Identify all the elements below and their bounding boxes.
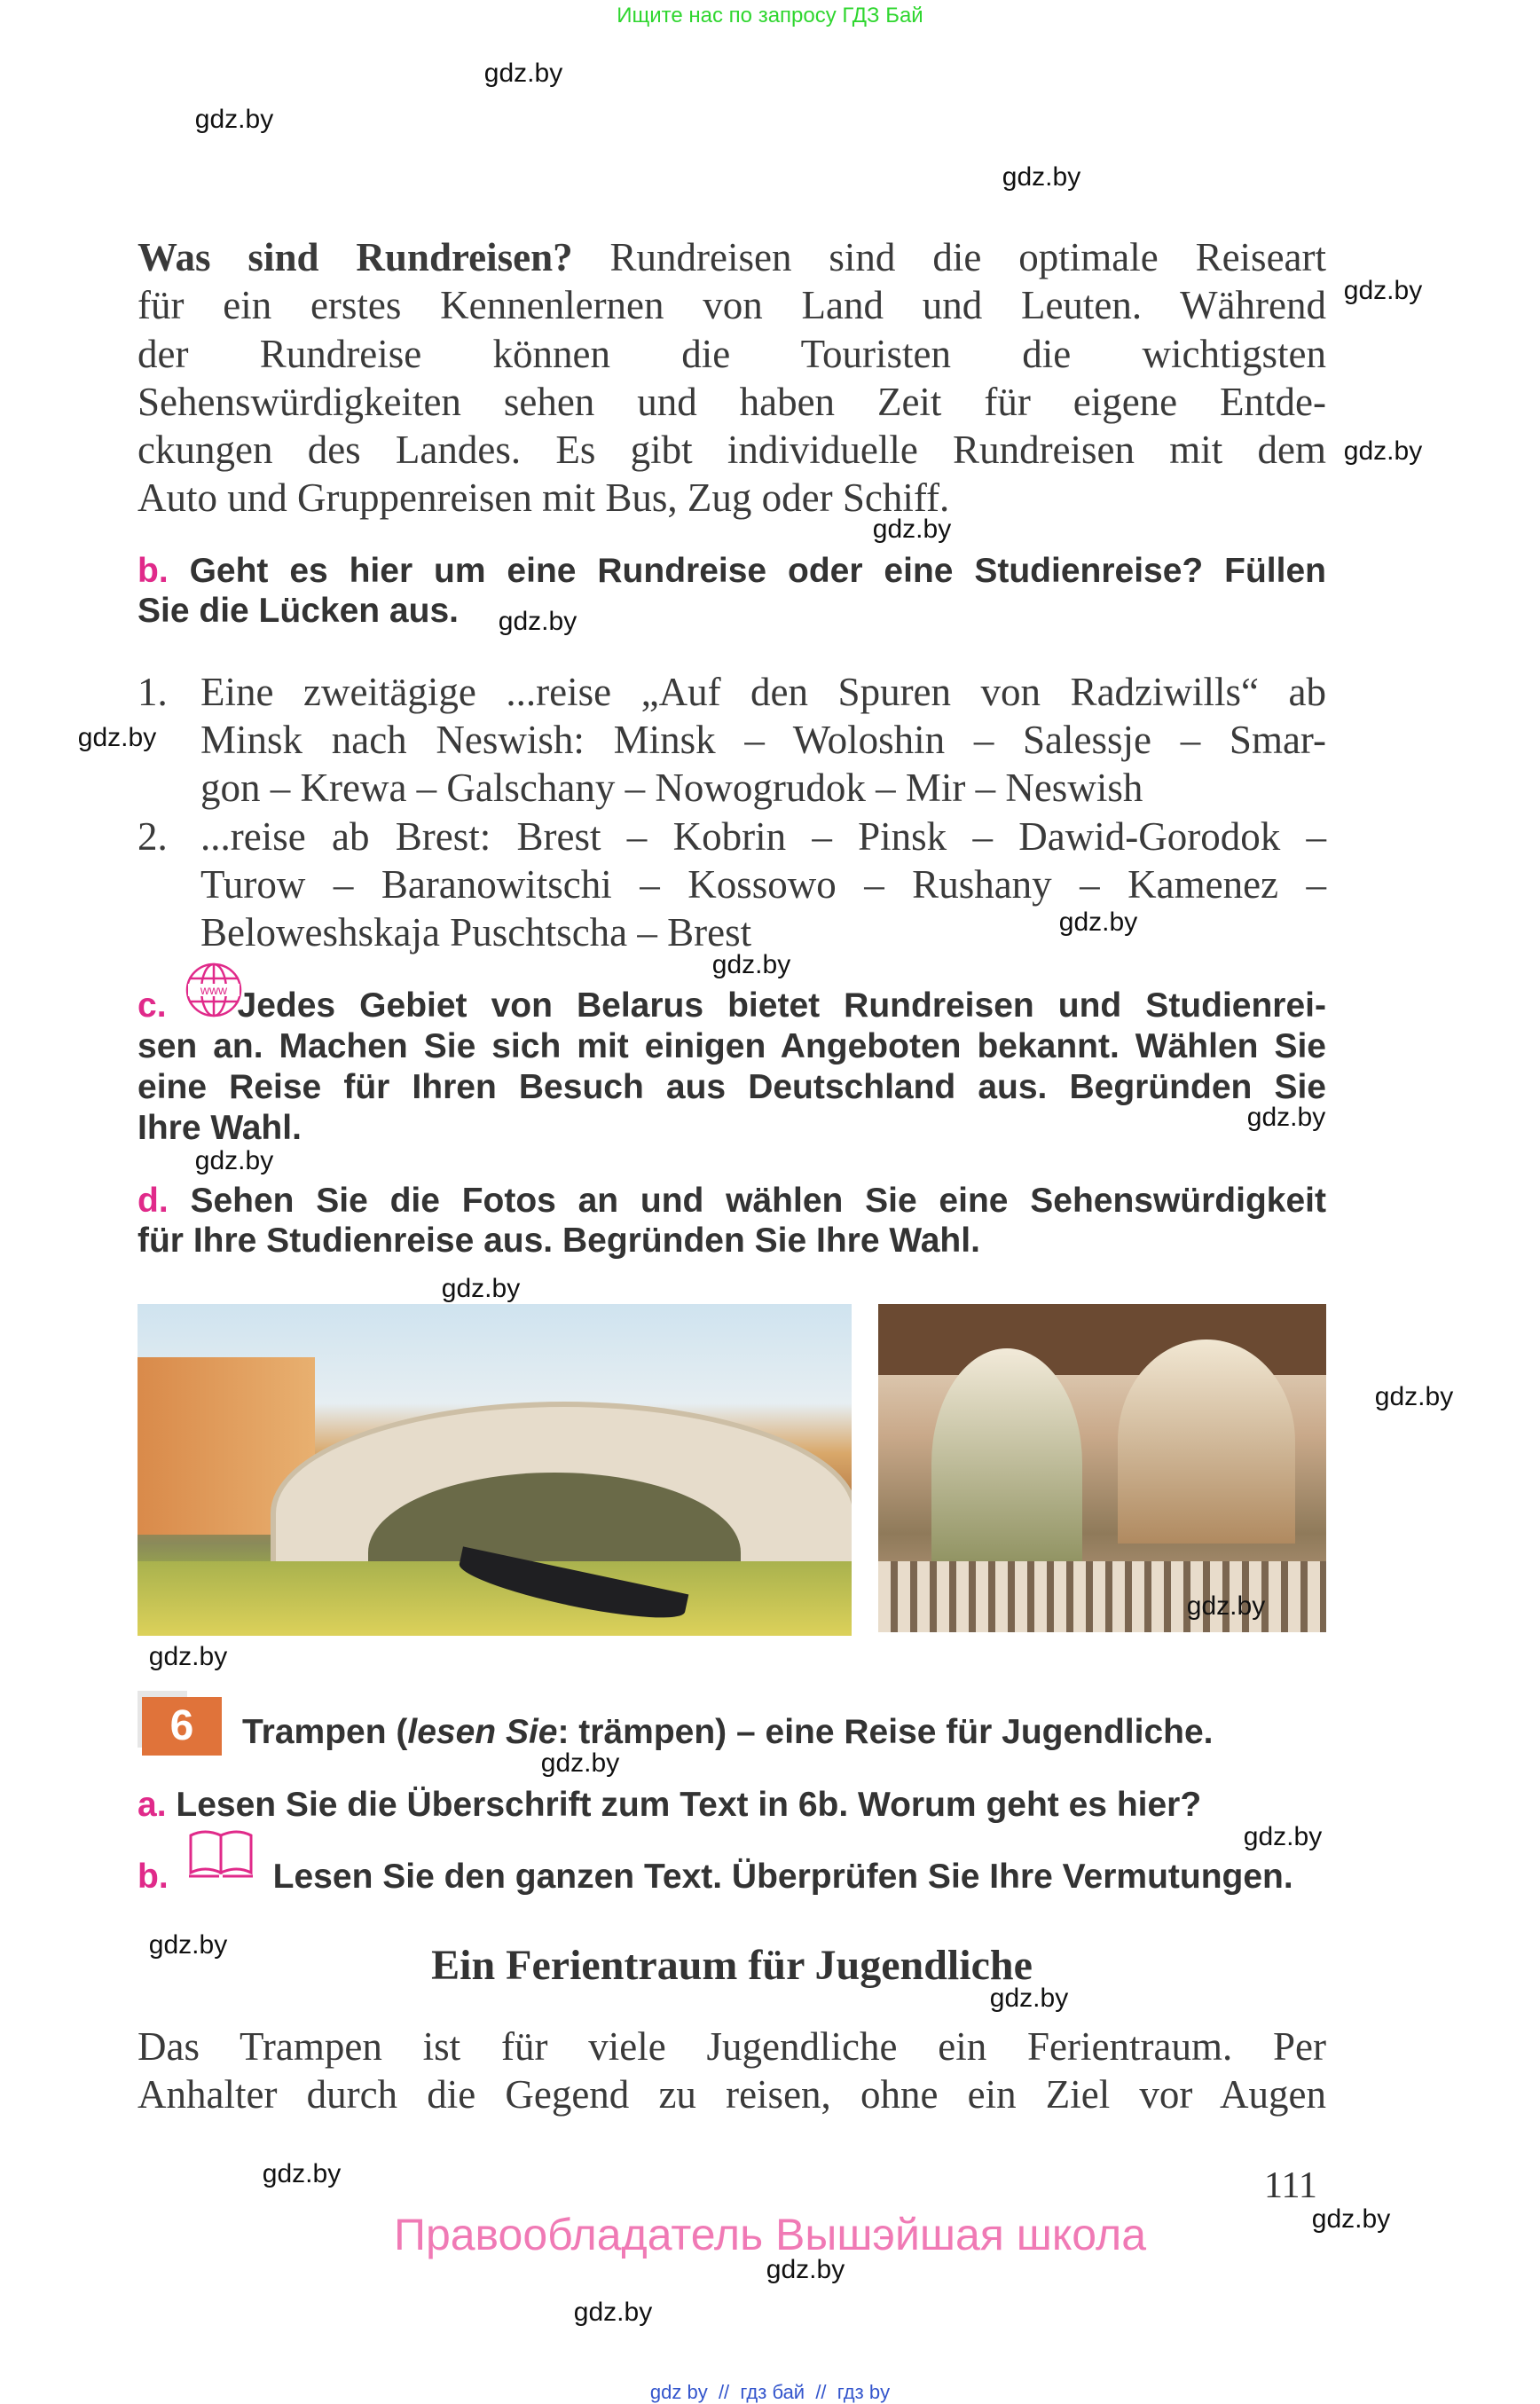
page-number: 111 [1264,2165,1317,2206]
task-d-line-1: d. Sehen Sie die Fotos an und wählen Sie eine Sehenswürdigkeit [138,1182,1326,1220]
list-item-1-line-3: gon – Krewa – Galschany – Nowogrudok – Mir – Neswish [200,766,1143,810]
watermark: gdz.by [872,515,952,544]
list-item-1-line-2: Minsk nach Neswish: Minsk – Woloshin – Salessje – Smar- [200,718,1326,762]
reading-title: Ein Ferientraum für Jugendliche [431,1942,1033,1989]
plaza-de-espana-photo [878,1304,1326,1632]
task-c-line-2: sen an. Machen Sie sich mit einigen Angeboten bekannt. Wählen Sie [138,1027,1326,1065]
intro-line-4: Sehenswürdigkeiten sehen und haben Zeit für eigene Entde- [138,380,1326,424]
task-6b-letter: b. [138,1858,169,1896]
list-item-1-line-1: Eine zweitägige ...reise „Auf den Spuren von Radziwills“ ab [200,670,1326,714]
task-b-line-1: b. Geht es hier um eine Rundreise oder eine Studienreise? Füllen [138,552,1326,590]
exercise-6b: b. Lesen Sie den ganzen Text. Überprüfen Sie Ihre Vermutungen. [138,1858,1293,1896]
watermark: gdz.by [1002,162,1081,192]
watermark: gdz.by [1311,2204,1391,2234]
watermark: gdz.by [498,607,578,636]
watermark: gdz.by [1374,1382,1454,1411]
header-notice[interactable]: Ищите нас по запросу ГДЗ Бай [617,4,923,27]
task-d-letter: d. [138,1182,169,1220]
watermark: gdz.by [711,950,791,979]
watermark: gdz.by [989,1984,1069,2013]
watermark: gdz.by [573,2298,653,2327]
reading-line-2: Anhalter durch die Gegend zu reisen, ohne ein Ziel vor Augen [138,2072,1326,2117]
task-c-letter: c. [138,986,167,1025]
list-number-1: 1. [138,670,168,714]
watermark: gdz.by [148,1930,228,1960]
list-item-2-line-3: Beloweshskaja Puschtscha – Brest [200,910,752,955]
list-number-2: 2. [138,814,168,859]
watermark: gdz.by [1058,907,1138,937]
watermark: gdz.by [77,723,157,752]
watermark: gdz.by [1343,436,1423,466]
task-d-line-2: für Ihre Studienreise aus. Begründen Sie Ihre Wahl. [138,1222,980,1260]
list-item-2-line-2: Turow – Baranowitschi – Kossowo – Rushany – Kamenez – [200,862,1326,907]
task-c-line-4: Ihre Wahl. [138,1109,302,1147]
intro-line-6: Auto und Gruppenreisen mit Bus, Zug oder Schiff. [138,475,950,520]
rialto-bridge-photo [138,1304,852,1636]
watermark: gdz.by [194,1146,274,1175]
exercise-number-badge: 6 [142,1697,222,1756]
footer-links[interactable]: gdz by // гдз бай // гдз by [649,2381,891,2403]
watermark: gdz.by [766,2255,845,2284]
task-b-line-2: Sie die Lücken aus. [138,592,459,630]
exercise-6a: a. Lesen Sie die Überschrift zum Text in 6b. Worum geht es hier? [138,1786,1202,1824]
intro-line-5: ckungen des Landes. Es gibt individuelle Rundreisen mit dem [138,428,1326,472]
watermark: gdz.by [441,1274,521,1303]
watermark: gdz.by [262,2159,342,2188]
intro-line-1: Was sind Rundreisen? Rundreisen sind die optimale Reiseart [138,235,1327,279]
watermark: gdz.by [1186,1591,1266,1621]
reading-line-1: Das Trampen ist für viele Jugendliche ein Ferientraum. Per [138,2024,1326,2069]
watermark: gdz.by [1343,276,1423,305]
watermark: gdz.by [483,59,563,88]
intro-line-2: für ein erstes Kennenlernen von Land und Leuten. Während [138,283,1326,327]
watermark: gdz.by [1243,1822,1323,1851]
intro-bold: Was sind Rundreisen? [138,235,573,279]
task-6a-letter: a. [138,1786,167,1824]
list-item-2-line-1: ...reise ab Brest: Brest – Kobrin – Pinsk – Dawid-Gorodok – [200,814,1326,859]
watermark: gdz.by [1246,1103,1326,1132]
copyright-notice: Правообладатель Вышэйшая школа [394,2210,1146,2259]
intro-line-3: der Rundreise können die Touristen die wichtigsten [138,332,1326,376]
svg-text:www: www [200,983,228,997]
watermark: gdz.by [540,1748,620,1778]
exercise-6-title: Trampen (lesen Sie: trämpen) – eine Reise für Jugendliche. [242,1713,1214,1751]
watermark: gdz.by [194,105,274,134]
task-c-line-3: eine Reise für Ihren Besuch aus Deutschland aus. Begründen Sie [138,1068,1326,1106]
watermark: gdz.by [148,1642,228,1671]
task-b-letter: b. [138,552,169,590]
task-c-line-1: c. Jedes Gebiet von Belarus bietet Rundreisen und Studienrei- [138,986,1326,1025]
